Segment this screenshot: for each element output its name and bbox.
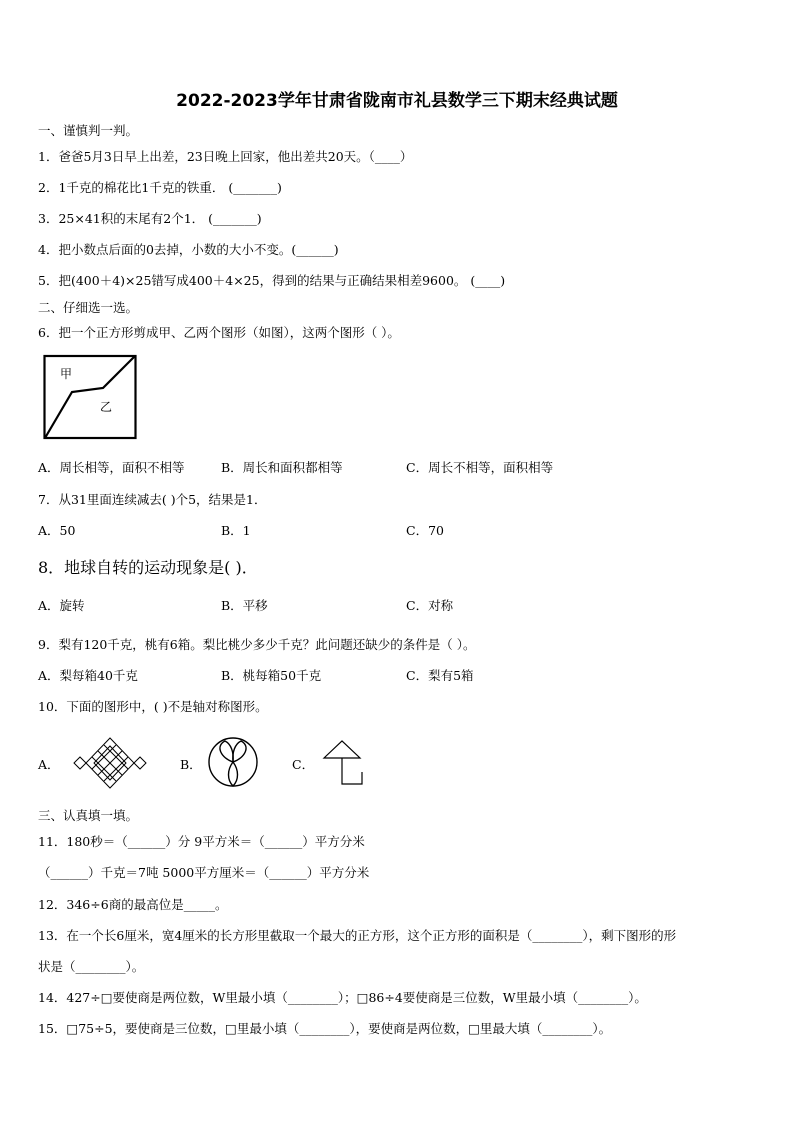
q10-option-a-label: A． [38,757,60,772]
question-9: 9．梨有120千克，桃有6箱。梨比桃少多少千克？此问题还缺少的条件是（ ）。 [38,637,476,652]
question-2: 2．1千克的棉花比1千克的铁重． (_______) [38,180,282,195]
question-8: 8．地球自转的运动现象是( )． [38,558,258,577]
knot-pattern-figure [70,736,150,790]
label-yi: 乙 [100,400,113,414]
question-11-line-1: 11．180秒＝（______）分 9平方米＝（______）平方分米 [38,834,365,849]
question-13-line-1: 13．在一个长6厘米，宽4厘米的长方形里截取一个最大的正方形，这个正方形的面积是（________），剩下图形的形 [38,928,677,943]
question-12: 12．346÷6商的最高位是_____。 [38,897,228,912]
question-15: 15．□75÷5，要使商是三位数，□里最小填（________），要使商是两位数，□里最大填（________）。 [38,1021,612,1036]
q6-option-b: B．周长和面积都相等 [221,460,343,475]
section-2-heading: 二、仔细选一选。 [38,300,139,315]
q8-option-b: B．平移 [221,598,268,613]
section-1-heading: 一、谨慎判一判。 [38,123,139,138]
q9-option-a: A．梨每箱40千克 [38,668,138,683]
question-7: 7．从31里面连续减去( )个5，结果是1． [38,492,267,507]
label-jia: 甲 [60,367,73,381]
question-13-line-2: 状是（________）。 [38,959,145,974]
page-title: 2022-2023学年甘肃省陇南市礼县数学三下期末经典试题 [176,91,618,111]
question-4: 4．把小数点后面的0去掉，小数的大小不变。(______) [38,242,339,257]
arrow-shape-figure [320,738,364,788]
section-3-heading: 三、认真填一填。 [38,808,139,823]
question-11-line-2: （______）千克＝7吨 5000平方厘米＝（______）平方分米 [38,865,370,880]
q8-option-c: C．对称 [406,598,454,613]
question-3: 3．25×41积的末尾有2个1． (_______) [38,211,262,226]
q10-option-c-label: C． [292,757,315,772]
circle-petal-figure [207,736,259,788]
q6-option-a: A．周长相等，面积不相等 [38,460,185,475]
q9-option-b: B．桃每箱50千克 [221,668,322,683]
square-cut-figure [42,353,142,443]
q7-option-c: C．70 [406,523,444,538]
q10-option-b-label: B． [180,757,202,772]
q8-option-a: A．旋转 [38,598,85,613]
question-10: 10．下面的图形中，( )不是轴对称图形。 [38,699,268,714]
cut-line [45,356,135,438]
question-5: 5．把(400＋4)×25错写成400＋4×25，得到的结果与正确结果相差9600。 (____) [38,273,506,288]
q6-option-c: C．周长不相等，面积相等 [406,460,554,475]
question-6: 6．把一个正方形剪成甲、乙两个图形（如图），这两个图形（ ）。 [38,325,400,340]
q9-option-c: C．梨有5箱 [406,668,474,683]
q7-option-b: B．1 [221,523,251,538]
q7-option-a: A．50 [38,523,76,538]
question-1: 1．爸爸5月3日早上出差，23日晚上回家，他出差共20天。（____） [38,149,413,164]
question-14: 14．427÷□要使商是两位数，W里最小填（________）；□86÷4要使商是三位数，W里最小填（________）。 [38,990,647,1005]
